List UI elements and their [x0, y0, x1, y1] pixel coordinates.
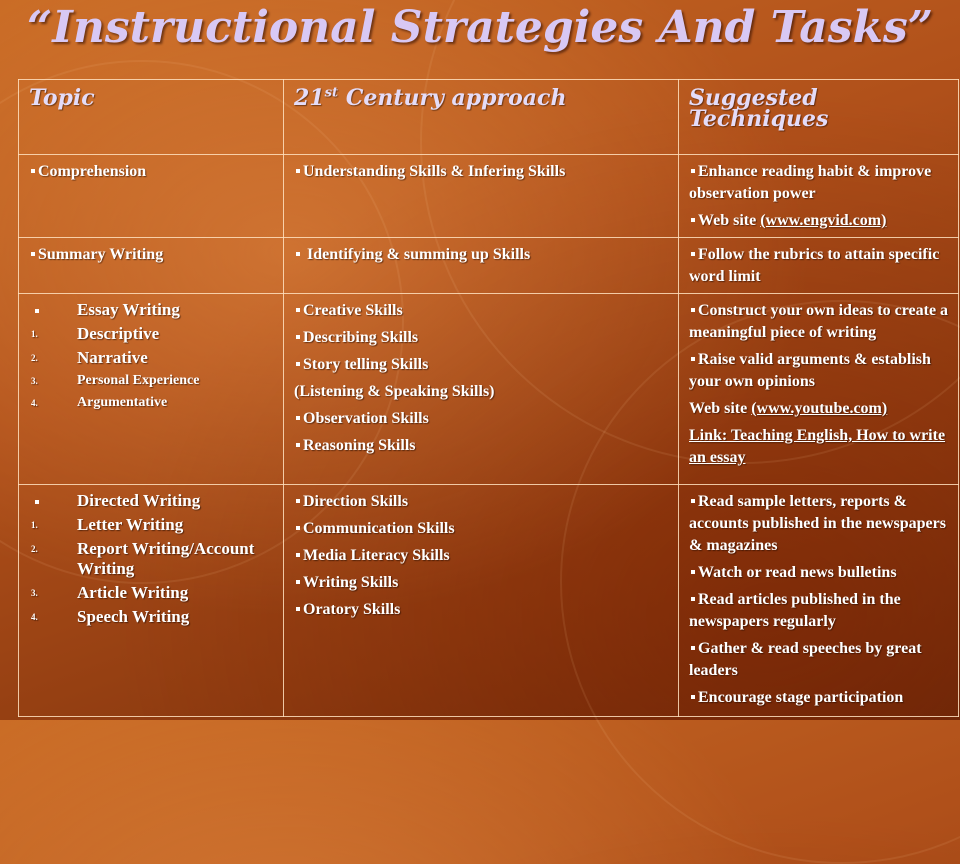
skill-text: Story telling Skills [303, 356, 429, 373]
bullet-square-icon [31, 252, 35, 256]
skill-text: Reasoning Skills [303, 437, 416, 454]
skill-text: Media Literacy Skills [303, 547, 450, 564]
bullet-square-icon [35, 309, 39, 313]
bullet-square-icon [296, 362, 300, 366]
bullet-square-icon [35, 500, 39, 504]
bullet-square-icon [691, 218, 695, 222]
technique-text: Gather & read speeches by great leaders [689, 640, 922, 679]
technique-text: Read articles published in the newspapers regularly [689, 591, 901, 630]
list-item: Argumentative [77, 395, 168, 410]
topic-cell [19, 155, 284, 238]
list-number: 4. [31, 612, 38, 622]
technique-cell [679, 155, 959, 238]
youtube-link[interactable]: (www.youtube.com) [751, 400, 888, 417]
bullet-square-icon [691, 570, 695, 574]
topic-cell [19, 238, 284, 294]
strategies-table [18, 79, 959, 717]
bullet-square-icon [296, 308, 300, 312]
technique-text: Raise valid arguments & establish your own opinions [689, 351, 931, 390]
header-approach [284, 80, 679, 155]
approach-text: Understanding Skills & Infering Skills [303, 163, 566, 180]
header-approach-sup: st [324, 85, 339, 101]
bullet-square-icon [296, 443, 300, 447]
list-item: Descriptive [77, 324, 160, 343]
table-row [19, 485, 959, 717]
technique-text: Construct your own ideas to create a meaningful piece of writing [689, 302, 949, 341]
approach-cell [284, 238, 679, 294]
skill-text: Describing Skills [303, 329, 419, 346]
table-row [19, 238, 959, 294]
technique-text: Enhance reading habit & improve observation power [689, 163, 932, 202]
teaching-english-link[interactable]: Link: Teaching English, How to write an essay [689, 427, 946, 466]
list-number: 2. [31, 353, 38, 363]
technique-text: Watch or read news bulletins [698, 564, 897, 581]
skill-text: Writing Skills [303, 574, 399, 591]
skill-text: Communication Skills [303, 520, 455, 537]
bullet-square-icon [296, 416, 300, 420]
header-techniques [679, 80, 959, 155]
topic-text: Comprehension [38, 163, 147, 180]
list-item: Narrative [77, 348, 148, 367]
list-number: 3. [31, 588, 38, 598]
technique-cell [679, 294, 959, 485]
approach-text: Identifying & summing up Skills [303, 246, 531, 263]
list-number: 4. [31, 398, 38, 408]
bullet-square-icon [691, 695, 695, 699]
header-topic-label: Topic [29, 85, 95, 111]
list-item: Personal Experience [77, 373, 200, 388]
header-topic [19, 80, 284, 155]
table-row [19, 155, 959, 238]
bullet-square-icon [296, 499, 300, 503]
skill-text: Oratory Skills [303, 601, 401, 618]
approach-cell [284, 294, 679, 485]
technique-text: Read sample letters, reports & accounts published in the newspapers & magazines [689, 493, 946, 554]
technique-cell [679, 238, 959, 294]
bullet-square-icon [296, 252, 300, 256]
skill-text: Direction Skills [303, 493, 409, 510]
table-row [19, 294, 959, 485]
bullet-square-icon [296, 553, 300, 557]
list-number: 1. [31, 329, 38, 339]
topic-heading: Directed Writing [77, 491, 201, 510]
list-item: Letter Writing [77, 515, 184, 534]
bullet-square-icon [691, 169, 695, 173]
bullet-square-icon [296, 526, 300, 530]
list-item: Speech Writing [77, 607, 190, 626]
bullet-square-icon [296, 169, 300, 173]
list-item: Report Writing/Account Writing [77, 539, 255, 578]
approach-cell [284, 155, 679, 238]
header-approach-number: 21 [294, 85, 325, 111]
list-number: 2. [31, 544, 38, 554]
skill-note: (Listening & Speaking Skills) [294, 383, 495, 400]
approach-cell [284, 485, 679, 717]
table-header-row [19, 80, 959, 155]
technique-text: Encourage stage participation [698, 689, 904, 706]
bullet-square-icon [31, 169, 35, 173]
list-number: 1. [31, 520, 38, 530]
header-approach-label: Century approach [338, 85, 567, 111]
bullet-square-icon [691, 597, 695, 601]
bullet-square-icon [296, 580, 300, 584]
topic-heading: Essay Writing [77, 300, 180, 319]
skill-text: Observation Skills [303, 410, 429, 427]
bullet-square-icon [296, 335, 300, 339]
bullet-square-icon [691, 252, 695, 256]
list-number: 3. [31, 376, 38, 386]
bullet-square-icon [296, 607, 300, 611]
technique-text: Web site [698, 212, 761, 229]
bullet-square-icon [691, 646, 695, 650]
bullet-square-icon [691, 308, 695, 312]
technique-text: Follow the rubrics to attain specific word limit [689, 246, 940, 285]
topic-text: Summary Writing [38, 246, 164, 263]
topic-cell [19, 485, 284, 717]
slide-title: “Instructional Strategies And Tasks” [26, 2, 934, 53]
technique-text: Web site [689, 400, 752, 417]
list-item: Article Writing [77, 583, 189, 602]
technique-cell [679, 485, 959, 717]
bullet-square-icon [691, 499, 695, 503]
header-techniques-label: Suggested Techniques [689, 85, 829, 132]
skill-text: Creative Skills [303, 302, 403, 319]
topic-cell [19, 294, 284, 485]
bullet-square-icon [691, 357, 695, 361]
engvid-link[interactable]: (www.engvid.com) [760, 212, 887, 229]
